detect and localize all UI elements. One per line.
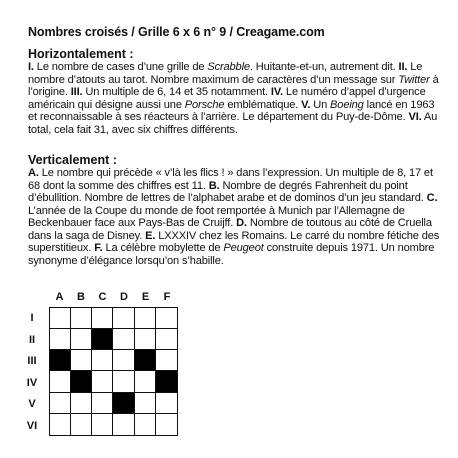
black-cell: [50, 350, 71, 371]
grid-cell[interactable]: [71, 414, 92, 435]
grid-cell[interactable]: [50, 308, 71, 329]
clue-number: V.: [301, 98, 311, 111]
horizontal-heading: Horizontalement :: [28, 47, 134, 61]
clue-text: Au total, cela fait 31, avec six chiffres différents.: [28, 111, 438, 136]
clue-number: F.: [94, 242, 103, 254]
column-label-e: E: [141, 291, 150, 303]
black-cell: [135, 350, 156, 371]
grid-cell[interactable]: [50, 371, 71, 392]
grid-cell[interactable]: [92, 308, 113, 329]
vertical-clues: [28, 167, 440, 267]
black-cell: [92, 329, 113, 350]
grid-cell[interactable]: [156, 393, 177, 414]
column-label-b: B: [77, 291, 85, 303]
clue-text: construite depuis 1971. Un nombre synonyme d’élégance lorsqu’on s’habille.: [28, 242, 435, 267]
clue-text: Un: [310, 98, 331, 111]
clue-number: D.: [236, 217, 247, 229]
clue-text: Le numéro d’appel d’urgence américain qui désigne aussi une: [28, 86, 426, 111]
clue-number: I.: [28, 61, 34, 73]
clue-text: Le nombre de cases d’une grille de: [33, 61, 208, 73]
clue-number: E.: [145, 229, 156, 242]
grid-cell[interactable]: [135, 308, 156, 329]
grid-cell[interactable]: [50, 414, 71, 435]
row-label-ii: II: [28, 333, 36, 346]
clue-text: Porsche: [184, 98, 225, 111]
clue-text: . Huitante-et-un, autrement dit.: [249, 61, 399, 73]
grid-cell[interactable]: [113, 329, 134, 350]
grid-cell[interactable]: [92, 414, 113, 435]
clue-text: La célèbre mobylette de: [102, 242, 224, 254]
grid-cell[interactable]: [135, 393, 156, 414]
grid-cell[interactable]: [135, 329, 156, 350]
clue-text: LXXXIV chez les Romains. Le carré du nombre fétiche des superstitieux.: [28, 229, 440, 254]
clue-number: B.: [208, 179, 220, 192]
grid-cell[interactable]: [50, 393, 71, 414]
clue-text: lancé en 1963 et reconnaissable à ses réacteurs à l’arrière. Le département du Puy-de-Dôme.: [28, 98, 435, 123]
grid-cell[interactable]: [92, 393, 113, 414]
grid-cell[interactable]: [113, 371, 134, 392]
row-label-iv: IV: [26, 376, 38, 389]
clue-number: A.: [28, 167, 39, 179]
row-label-vi: VI: [26, 419, 38, 432]
column-label-a: A: [55, 291, 64, 303]
grid-cell[interactable]: [113, 308, 134, 329]
clue-number: IV.: [270, 86, 283, 98]
clue-text: Le nombre qui précède « v’là les flics ! » dans l’expression. Un multiple de 8, 17 et 68 dont la somme des chiffres est 11.: [28, 167, 433, 192]
clue-text: Twitter: [398, 73, 430, 86]
grid-cell[interactable]: [71, 393, 92, 414]
grid-cell[interactable]: [135, 371, 156, 392]
row-label-i: I: [30, 312, 34, 324]
page-title: Nombres croisés / Grille 6 x 6 n° 9 / Creagame.com: [28, 25, 325, 39]
clue-text: Boeing: [330, 98, 364, 111]
clue-text: L’année de la Coupe du monde de foot remportée à Munich par l’Allemagne de Beckenbauer face aux Pays-Bas de Cruijff.: [28, 204, 405, 229]
clue-text: Nombre de toutous au côté de Cruella dans la saga de Disney.: [28, 217, 432, 242]
grid-cell[interactable]: [135, 414, 156, 435]
clue-text: Scrabble: [207, 61, 250, 73]
clue-text: à l’origine.: [28, 73, 439, 98]
clue-number: VI.: [408, 111, 422, 123]
grid-cell[interactable]: [156, 308, 177, 329]
black-cell: [113, 393, 134, 414]
column-label-d: D: [120, 291, 128, 303]
grid-cell[interactable]: [92, 350, 113, 371]
grid-cell[interactable]: [113, 350, 134, 371]
black-cell: [71, 371, 92, 392]
crossword-grid: [49, 307, 178, 436]
clue-number: III.: [70, 86, 83, 98]
clue-text: Peugeot: [223, 242, 264, 254]
column-label-f: F: [163, 291, 171, 303]
grid-cell[interactable]: [71, 350, 92, 371]
clue-number: II.: [398, 61, 408, 73]
clue-number: C.: [426, 192, 438, 204]
clue-text: Le nombre d’atouts au tarot. Nombre maximum de caractères d’un message sur: [28, 61, 423, 86]
row-label-v: V: [28, 398, 36, 410]
horizontal-clues: [28, 61, 440, 136]
grid-cell[interactable]: [92, 371, 113, 392]
grid-cell[interactable]: [50, 329, 71, 350]
grid-cell[interactable]: [156, 414, 177, 435]
vertical-heading: Verticalement :: [28, 153, 117, 167]
clue-text: Un multiple de 6, 14 et 35 notamment.: [82, 86, 271, 98]
grid-cell[interactable]: [156, 350, 177, 371]
black-cell: [156, 371, 177, 392]
grid-cell[interactable]: [113, 414, 134, 435]
clue-text: emblématique.: [224, 98, 302, 111]
clue-text: Nombre de degrés Fahrenheit du point d’ébullition. Nombre de lettres de l’alphabet arabe et de dominos d’un jeu standard.: [28, 179, 427, 204]
grid-cell[interactable]: [71, 329, 92, 350]
column-label-c: C: [98, 291, 107, 303]
grid-cell[interactable]: [71, 308, 92, 329]
row-label-iii: III: [27, 355, 37, 367]
grid-cell[interactable]: [156, 329, 177, 350]
